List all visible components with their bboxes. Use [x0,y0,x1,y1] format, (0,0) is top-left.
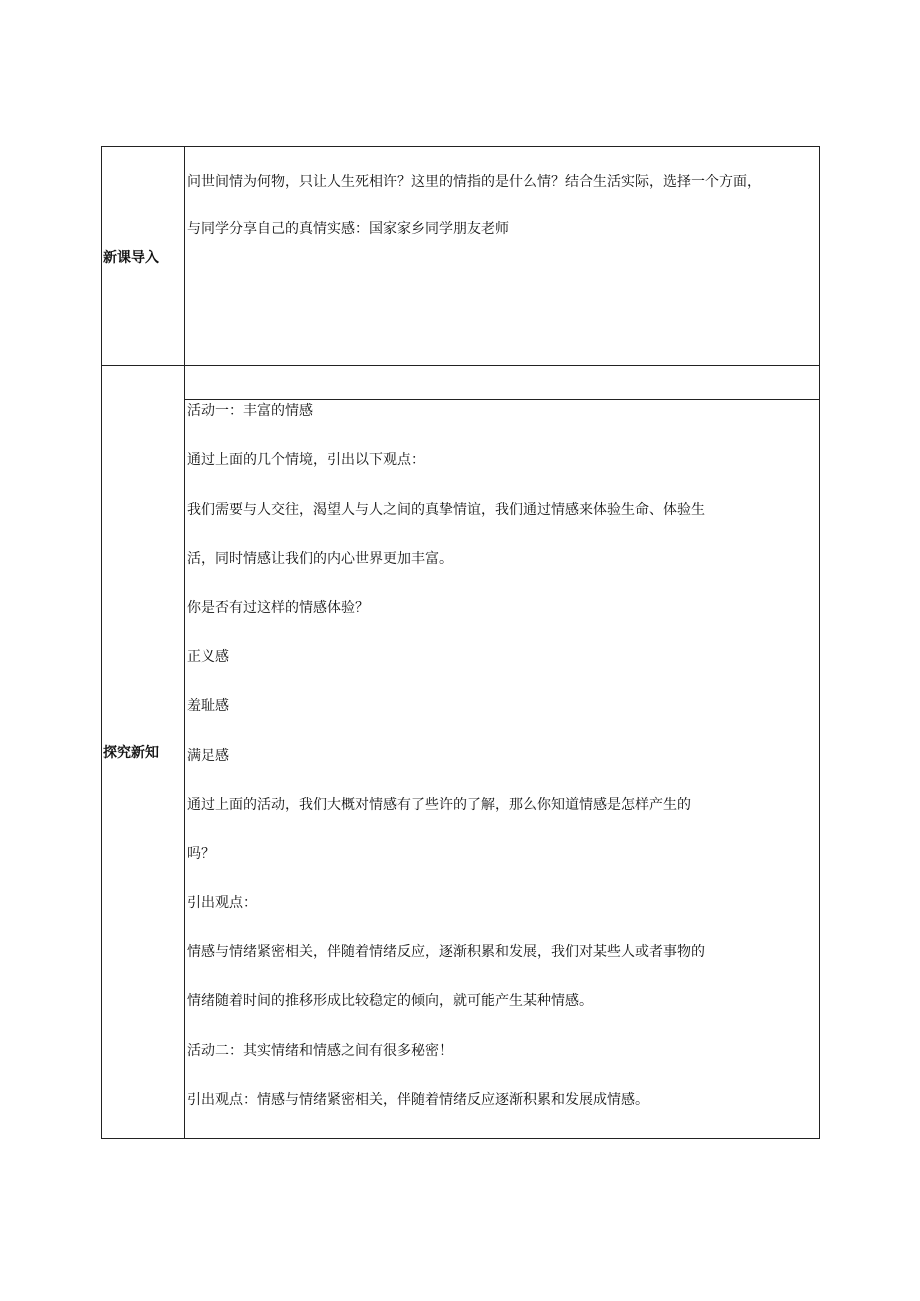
activity-one-heading: 活动一：丰富的情感 [187,403,313,420]
explore-row [102,365,819,1138]
emotion-item: 羞耻感 [187,698,229,715]
explore-label-cell [102,366,185,1138]
intro-line: 与同学分享自己的真情实感：国家家乡同学朋友老师 [187,221,509,237]
explore-body [185,400,819,1138]
empty-subrow [185,366,819,400]
paragraph-line: 我们需要与人交往，渴望人与人之间的真挚情谊，我们通过情感来体验生命、体验生 [187,501,705,518]
intro-line: 问世间情为何物，只让人生死相许？这里的情指的是什么情？结合生活实际，选择一个方面， [187,174,761,190]
paragraph-line: 通过上面的几个情境，引出以下观点： [187,452,425,469]
paragraph-line: 情绪随着时间的推移形成比较稳定的倾向，就可能产生某种情感。 [187,993,593,1010]
question-line: 你是否有过这样的情感体验？ [187,599,369,616]
intro-content-cell [185,147,819,365]
emotion-item: 满足感 [187,747,229,764]
paragraph-line: 情感与情绪紧密相关，伴随着情绪反应，逐渐积累和发展，我们对某些人或者事物的 [187,944,705,961]
lesson-table [101,146,820,1139]
explore-label: 探究新知 [103,745,159,761]
paragraph-line: 引出观点：情感与情绪紧密相关，伴随着情绪反应逐渐积累和发展成情感。 [187,1091,649,1108]
intro-label-cell [102,147,185,365]
intro-label: 新课导入 [103,250,159,266]
explore-content-cell [185,366,819,1138]
viewpoint-heading: 引出观点： [187,895,257,912]
intro-row [102,147,819,365]
paragraph-line: 吗？ [187,845,215,862]
emotion-item: 正义感 [187,649,229,666]
paragraph-line: 通过上面的活动，我们大概对情感有了些许的了解，那么你知道情感是怎样产生的 [187,796,691,813]
paragraph-line: 活，同时情感让我们的内心世界更加丰富。 [187,550,453,567]
activity-two-heading: 活动二：其实情绪和情感之间有很多秘密！ [187,1042,453,1059]
